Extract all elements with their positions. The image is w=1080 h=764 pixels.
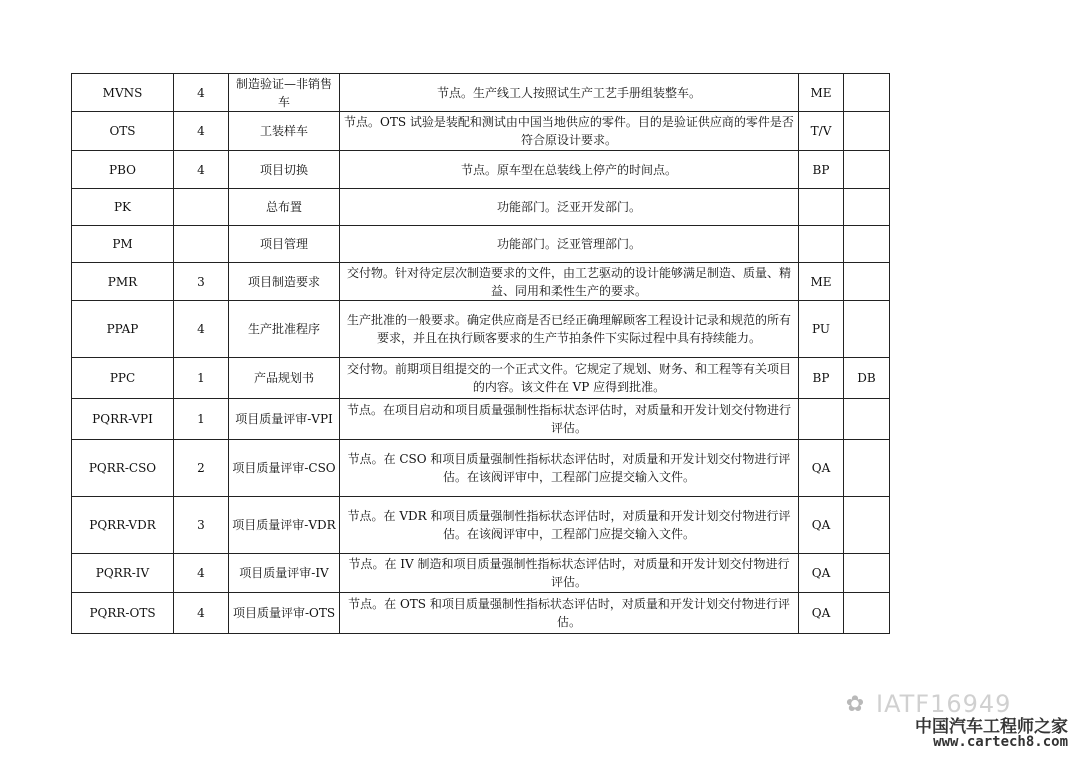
abbr-cell: PBO	[72, 151, 174, 189]
description-cell: 功能部门。泛亚开发部门。	[340, 189, 799, 226]
owner-cell	[799, 189, 844, 226]
table-row	[72, 301, 890, 358]
owner-cell: ME	[799, 74, 844, 112]
phase-cell: 4	[174, 112, 229, 151]
name-cell: 总布置	[229, 189, 340, 226]
abbr-cell: MVNS	[72, 74, 174, 112]
owner-cell: BP	[799, 151, 844, 189]
owner-cell	[799, 226, 844, 263]
phase-cell: 4	[174, 554, 229, 593]
table-row	[72, 112, 890, 151]
watermark-brand: 中国汽车工程师之家	[915, 717, 1068, 737]
abbr-cell: OTS	[72, 112, 174, 151]
description-cell: 节点。在 OTS 和项目质量强制性指标状态评估时，对质量和开发计划交付物进行评估。	[340, 593, 799, 634]
extra-cell	[844, 189, 890, 226]
name-cell: 制造验证—非销售车	[229, 74, 340, 112]
table-row	[72, 226, 890, 263]
abbr-cell: PMR	[72, 263, 174, 301]
abbr-cell: PQRR-OTS	[72, 593, 174, 634]
owner-cell: QA	[799, 554, 844, 593]
table-row	[72, 497, 890, 554]
description-cell: 交付物。前期项目组提交的一个正式文件。它规定了规划、财务、和工程等有关项目的内容。该文件在 VP 应得到批准。	[340, 358, 799, 399]
abbr-cell: PQRR-VPI	[72, 399, 174, 440]
name-cell: 项目质量评审-VDR	[229, 497, 340, 554]
extra-cell	[844, 263, 890, 301]
name-cell: 产品规划书	[229, 358, 340, 399]
description-cell: 节点。OTS 试验是装配和测试由中国当地供应的零件。目的是验证供应商的零件是否符合原设计要求。	[340, 112, 799, 151]
phase-cell	[174, 189, 229, 226]
wechat-icon: ✿	[845, 692, 865, 717]
description-cell: 节点。在 CSO 和项目质量强制性指标状态评估时，对质量和开发计划交付物进行评估。在该阀评审中，工程部门应提交输入文件。	[340, 440, 799, 497]
extra-cell: DB	[844, 358, 890, 399]
table-row	[72, 358, 890, 399]
abbr-cell: PPC	[72, 358, 174, 399]
phase-cell: 4	[174, 151, 229, 189]
extra-cell	[844, 399, 890, 440]
description-cell: 生产批准的一般要求。确定供应商是否已经正确理解顾客工程设计记录和规范的所有要求，并且在执行顾客要求的生产节拍条件下实际过程中具有持续能力。	[340, 301, 799, 358]
table-row	[72, 593, 890, 634]
owner-cell: PU	[799, 301, 844, 358]
description-cell: 节点。生产线工人按照试生产工艺手册组装整车。	[340, 74, 799, 112]
owner-cell: T/V	[799, 112, 844, 151]
owner-cell: QA	[799, 497, 844, 554]
description-cell: 交付物。针对待定层次制造要求的文件，由工艺驱动的设计能够满足制造、质量、精益、同用和柔性生产的要求。	[340, 263, 799, 301]
watermark-url: www.cartech8.com	[933, 734, 1068, 750]
name-cell: 项目质量评审-VPI	[229, 399, 340, 440]
phase-cell: 4	[174, 593, 229, 634]
owner-cell: BP	[799, 358, 844, 399]
table-row	[72, 554, 890, 593]
abbr-cell: PPAP	[72, 301, 174, 358]
table-row	[72, 151, 890, 189]
phase-cell	[174, 226, 229, 263]
description-cell: 节点。在 IV 制造和项目质量强制性指标状态评估时，对质量和开发计划交付物进行评估。	[340, 554, 799, 593]
owner-cell: ME	[799, 263, 844, 301]
table-row	[72, 399, 890, 440]
name-cell: 工装样车	[229, 112, 340, 151]
name-cell: 项目质量评审-OTS	[229, 593, 340, 634]
extra-cell	[844, 301, 890, 358]
owner-cell	[799, 399, 844, 440]
phase-cell: 3	[174, 263, 229, 301]
name-cell: 项目制造要求	[229, 263, 340, 301]
abbr-cell: PM	[72, 226, 174, 263]
extra-cell	[844, 112, 890, 151]
name-cell: 生产批准程序	[229, 301, 340, 358]
watermark	[838, 684, 1068, 754]
name-cell: 项目质量评审-CSO	[229, 440, 340, 497]
extra-cell	[844, 74, 890, 112]
phase-cell: 1	[174, 399, 229, 440]
phase-cell: 4	[174, 74, 229, 112]
description-cell: 节点。在 VDR 和项目质量强制性指标状态评估时，对质量和开发计划交付物进行评估。在该阀评审中，工程部门应提交输入文件。	[340, 497, 799, 554]
extra-cell	[844, 440, 890, 497]
name-cell: 项目质量评审-IV	[229, 554, 340, 593]
extra-cell	[844, 593, 890, 634]
description-cell: 节点。在项目启动和项目质量强制性指标状态评估时，对质量和开发计划交付物进行评估。	[340, 399, 799, 440]
phase-cell: 1	[174, 358, 229, 399]
name-cell: 项目管理	[229, 226, 340, 263]
extra-cell	[844, 554, 890, 593]
phase-cell: 2	[174, 440, 229, 497]
description-cell: 节点。原车型在总装线上停产的时间点。	[340, 151, 799, 189]
phase-cell: 3	[174, 497, 229, 554]
glossary-table	[71, 73, 890, 634]
abbr-cell: PQRR-CSO	[72, 440, 174, 497]
abbr-cell: PQRR-IV	[72, 554, 174, 593]
table-row	[72, 74, 890, 112]
table-row	[72, 189, 890, 226]
table-row	[72, 263, 890, 301]
extra-cell	[844, 497, 890, 554]
description-cell: 功能部门。泛亚管理部门。	[340, 226, 799, 263]
owner-cell: QA	[799, 440, 844, 497]
watermark-ghost-text: IATF16949	[876, 690, 1012, 718]
table-row	[72, 440, 890, 497]
owner-cell: QA	[799, 593, 844, 634]
phase-cell: 4	[174, 301, 229, 358]
abbr-cell: PQRR-VDR	[72, 497, 174, 554]
extra-cell	[844, 151, 890, 189]
abbr-cell: PK	[72, 189, 174, 226]
name-cell: 项目切换	[229, 151, 340, 189]
extra-cell	[844, 226, 890, 263]
